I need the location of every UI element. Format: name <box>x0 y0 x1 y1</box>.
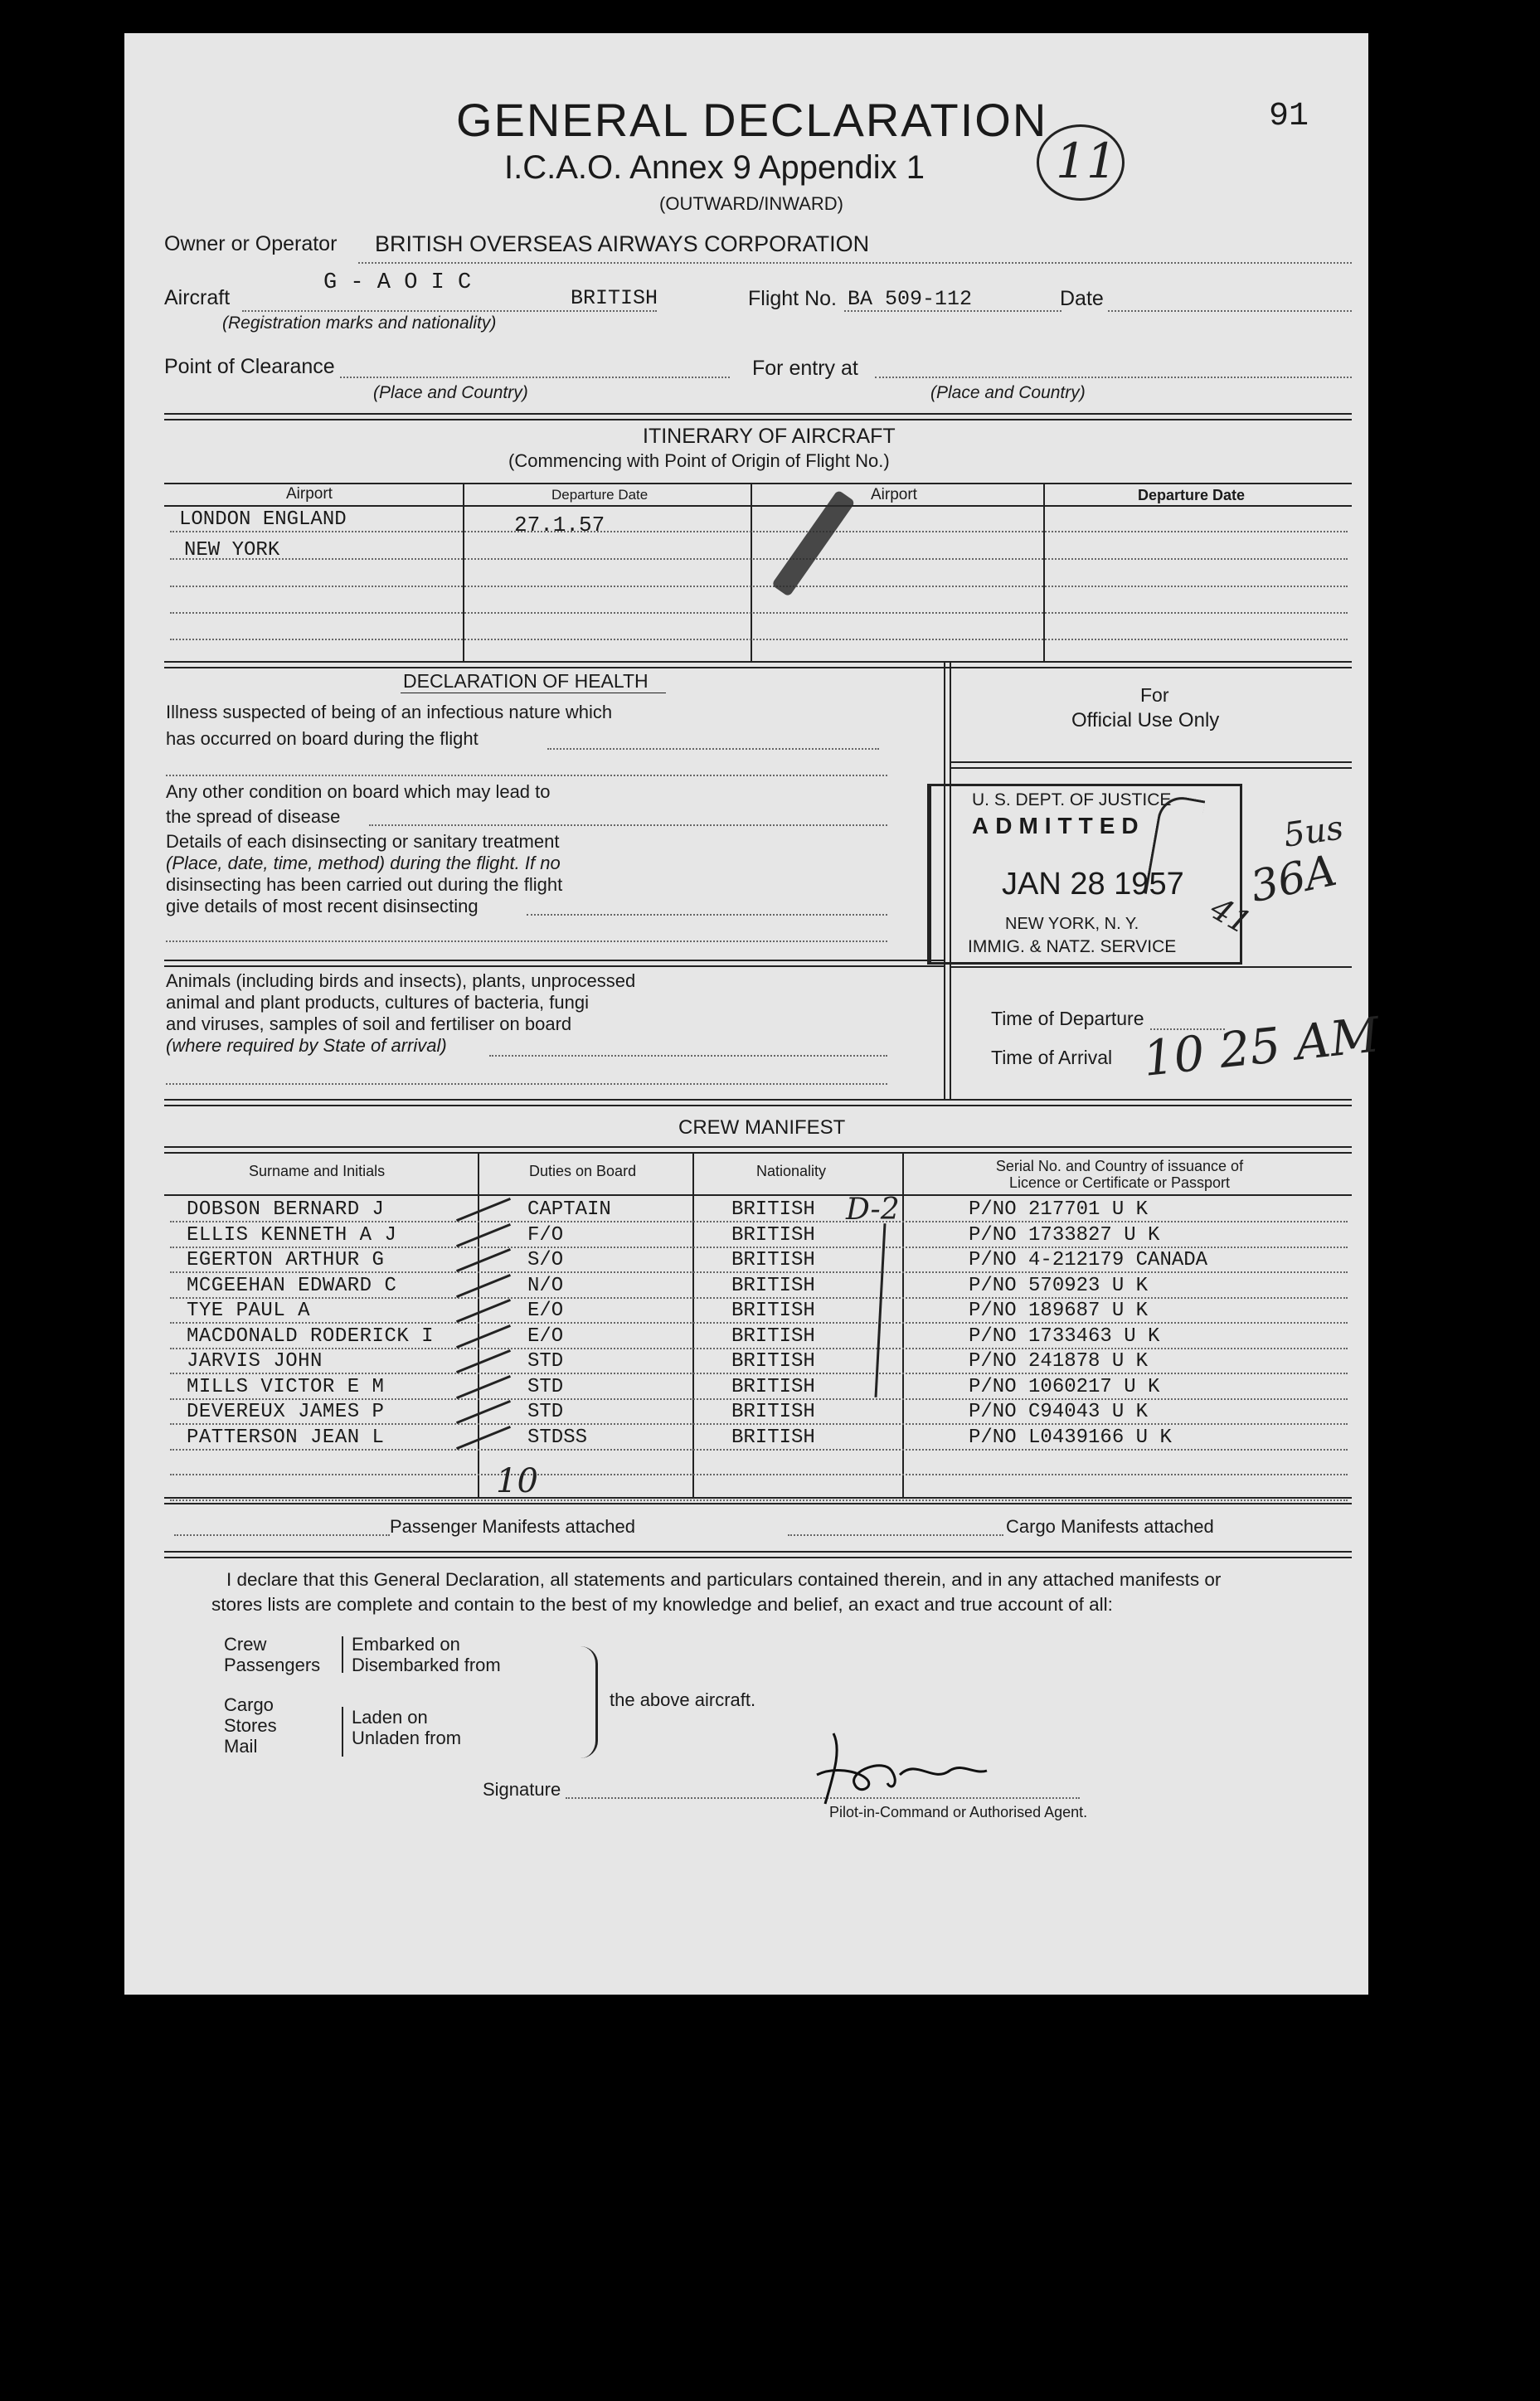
crew-duty: F/O <box>527 1223 564 1247</box>
signature-label: Signature <box>483 1779 561 1800</box>
crew-serial: P/NO 1733463 U K <box>969 1324 1160 1348</box>
crew-name: MILLS VICTOR E M <box>187 1375 385 1398</box>
crew-serial: P/NO 4-212179 CANADA <box>969 1249 1208 1271</box>
health-top-rule <box>164 661 1352 668</box>
crew-nat-note: D-2 <box>846 1193 900 1227</box>
crew-header-name: Surname and Initials <box>249 1163 386 1179</box>
itinerary-header-date-1: Departure Date <box>551 487 649 503</box>
crew-duty: STDSS <box>527 1426 588 1449</box>
crew-header-rule <box>164 1146 1352 1154</box>
manifest-bottom-rule <box>164 1551 1352 1558</box>
mail-word: Mail <box>224 1736 258 1757</box>
arrival-time: 10 25 AM <box>1140 1006 1382 1087</box>
crew-row-line <box>170 1271 1348 1273</box>
crew-row-line <box>170 1221 1348 1222</box>
cargo-manifests: Cargo Manifests attached <box>1006 1516 1214 1537</box>
date-label: Date <box>1060 287 1104 310</box>
health-q3-dots-2 <box>166 940 887 942</box>
stamp-date: JAN 28 1957 <box>1002 867 1184 902</box>
health-q2-line2: the spread of disease <box>166 806 341 827</box>
bracket-a <box>342 1636 348 1673</box>
itinerary-header-top <box>164 483 1352 484</box>
crew-nationality: BRITISH <box>731 1300 815 1322</box>
health-mid-rule <box>164 960 944 967</box>
crew-duty: S/O <box>527 1249 564 1271</box>
owner-value: BRITISH OVERSEAS AIRWAYS CORPORATION <box>375 231 870 256</box>
crew-serial: P/NO L0439166 U K <box>969 1426 1172 1449</box>
crew-nationality: BRITISH <box>731 1401 815 1423</box>
official-for: For <box>1140 684 1169 706</box>
health-title: DECLARATION OF HEALTH <box>403 670 649 692</box>
crew-row-line <box>170 1322 1348 1324</box>
form-subtitle: I.C.A.O. Annex 9 Appendix 1 <box>504 149 925 186</box>
crew-row-line <box>170 1348 1348 1349</box>
crew-name: ELLIS KENNETH A J <box>187 1223 397 1247</box>
itinerary-subtitle: (Commencing with Point of Origin of Flight No.) <box>508 450 890 471</box>
itinerary-header-airport-1: Airport <box>286 485 333 503</box>
health-q1-dots-2 <box>166 775 887 776</box>
crew-row-line <box>170 1423 1348 1425</box>
entry-note: (Place and Country) <box>930 383 1086 402</box>
cargo-dots <box>788 1534 1003 1536</box>
crew-nationality: BRITISH <box>731 1274 815 1297</box>
health-q3-line1: Details of each disinsecting or sanitary treatment <box>166 831 560 852</box>
aircraft-registration: G - A O I C <box>323 270 472 295</box>
aircraft-label: Aircraft <box>164 286 231 309</box>
crew-name: TYE PAUL A <box>187 1300 311 1322</box>
crew-serial: P/NO 189687 U K <box>969 1300 1149 1322</box>
bracket-b <box>342 1707 348 1757</box>
entry-label: For entry at <box>752 357 858 380</box>
signer-label: Pilot-in-Command or Authorised Agent. <box>829 1804 1088 1820</box>
crew-header-nationality: Nationality <box>756 1163 827 1179</box>
stamp-line2: ADMITTED <box>972 813 1145 838</box>
itinerary-date-1: 27.1.57 <box>514 513 605 537</box>
itinerary-row-line-3 <box>170 586 1348 587</box>
page-number: 91 <box>1269 98 1309 135</box>
handwritten-36a: 36A <box>1246 845 1341 913</box>
crew-nationality: BRITISH <box>731 1426 815 1449</box>
crew-header-serial: Serial No. and Country of issuance of Licence or Certificate or Passport <box>995 1158 1244 1191</box>
health-q1-line2: has occurred on board during the flight <box>166 728 479 749</box>
crew-serial: P/NO 570923 U K <box>969 1274 1149 1297</box>
crew-serial: P/NO 217701 U K <box>969 1198 1149 1221</box>
owner-line <box>358 262 1352 264</box>
aircraft-note: (Registration marks and nationality) <box>222 313 497 333</box>
health-q4-line2: animal and plant products, cultures of bacteria, fungi <box>166 992 589 1013</box>
stamp-line4: NEW YORK, N. Y. <box>1005 915 1139 933</box>
crew-row-line <box>170 1247 1348 1248</box>
health-q3-line3: disinsecting has been carried out during the flight <box>166 874 563 895</box>
itinerary-col2 <box>751 483 752 661</box>
health-q4-line1: Animals (including birds and insects), plants, unprocessed <box>166 970 636 991</box>
crew-title: CREW MANIFEST <box>678 1116 846 1139</box>
crew-row-line <box>170 1449 1348 1451</box>
clearance-line <box>340 377 730 378</box>
itinerary-row-line-2 <box>170 558 1348 560</box>
health-q4-dots <box>489 1055 887 1057</box>
crew-duty: CAPTAIN <box>527 1198 611 1221</box>
crew-col3 <box>902 1153 904 1497</box>
cargo-word: Cargo <box>224 1694 274 1715</box>
passenger-dots <box>174 1534 390 1536</box>
itinerary-airport-2: NEW YORK <box>184 539 280 561</box>
health-q2-dots <box>369 824 887 826</box>
health-q3-line4: give details of most recent disinsecting <box>166 896 479 916</box>
official-use-only: Official Use Only <box>1071 709 1220 731</box>
entry-line <box>875 377 1352 378</box>
crew-count: 10 <box>496 1462 538 1500</box>
crew-serial: P/NO 1060217 U K <box>969 1375 1160 1398</box>
crew-name: PATTERSON JEAN L <box>187 1426 385 1449</box>
crew-row-line <box>170 1398 1348 1400</box>
health-q3-dots <box>527 914 887 916</box>
aircraft-nationality: BRITISH <box>571 286 658 310</box>
date-line <box>1108 310 1352 312</box>
crew-duty: STD <box>527 1375 564 1398</box>
health-q4-dots-2 <box>166 1083 887 1085</box>
crew-nationality: BRITISH <box>731 1249 815 1271</box>
arrival-label: Time of Arrival <box>991 1047 1113 1068</box>
big-brace <box>581 1646 598 1758</box>
itinerary-header-airport-2: Airport <box>871 486 917 503</box>
itinerary-col3 <box>1043 483 1045 661</box>
crew-name: MCGEEHAN EDWARD C <box>187 1274 397 1297</box>
aircraft-line <box>242 310 657 312</box>
crew-nationality: BRITISH <box>731 1375 815 1398</box>
crew-header-duties: Duties on Board <box>529 1163 637 1179</box>
itinerary-title: ITINERARY OF AIRCRAFT <box>643 425 896 448</box>
crew-nationality: BRITISH <box>731 1223 815 1247</box>
passengers-word: Passengers <box>224 1655 321 1675</box>
flight-number: BA 509-112 <box>848 287 973 311</box>
crew-name: DOBSON BERNARD J <box>187 1198 385 1221</box>
flight-label: Flight No. <box>748 287 837 310</box>
itinerary-header-bottom <box>164 505 1352 507</box>
direction-label: (OUTWARD/INWARD) <box>659 193 843 214</box>
crew-col1 <box>478 1153 479 1497</box>
crew-nationality: BRITISH <box>731 1198 815 1221</box>
declaration-text-1: I declare that this General Declaration, all statements and particulars contained therein, and in any attached manifests or <box>226 1569 1222 1590</box>
passenger-manifests: Passenger Manifests attached <box>390 1516 635 1537</box>
crew-col2 <box>692 1153 694 1497</box>
official-arrival-rule <box>950 966 1352 968</box>
flight-line <box>844 310 1061 312</box>
circled-number-text: 11 <box>1056 133 1117 189</box>
crew-header-bottom <box>164 1194 1352 1196</box>
crew-serial: P/NO C94043 U K <box>969 1401 1149 1423</box>
health-q1-line1: Illness suspected of being of an infectious nature which <box>166 702 613 722</box>
health-q3-line2: (Place, date, time, method) during the flight. If no <box>166 853 561 873</box>
crew-nationality: BRITISH <box>731 1350 815 1373</box>
crew-name: EGERTON ARTHUR G <box>187 1249 385 1271</box>
itinerary-col1 <box>463 483 464 661</box>
crew-row-line <box>170 1297 1348 1299</box>
crew-duty: E/O <box>527 1300 564 1322</box>
owner-label: Owner or Operator <box>164 232 338 255</box>
itinerary-row-line-5 <box>170 639 1348 640</box>
crew-duty: STD <box>527 1401 564 1423</box>
unladen-word: Unladen from <box>352 1728 462 1748</box>
itinerary-top-rule <box>164 413 1352 420</box>
stamp-line1: U. S. DEPT. OF JUSTICE <box>972 790 1172 809</box>
crew-row-line <box>170 1474 1348 1475</box>
crew-row-line <box>170 1373 1348 1374</box>
health-q1-dots <box>547 748 879 750</box>
health-q2-line1: Any other condition on board which may lead to <box>166 781 551 802</box>
above-aircraft: the above aircraft. <box>610 1689 756 1710</box>
form-title: GENERAL DECLARATION <box>456 94 1048 146</box>
crew-name: MACDONALD RODERICK I <box>187 1324 435 1348</box>
signature-image <box>809 1725 1008 1808</box>
stamp-line5: IMMIG. & NATZ. SERVICE <box>968 937 1177 956</box>
handwritten-41: 41 <box>1204 889 1258 942</box>
itinerary-row-line-4 <box>170 612 1348 614</box>
official-stamp-rule <box>950 761 1352 769</box>
crew-duty: E/O <box>527 1324 564 1348</box>
health-q4-line4: (where required by State of arrival) <box>166 1035 447 1056</box>
laden-word: Laden on <box>352 1707 428 1728</box>
crew-duty: N/O <box>527 1274 564 1297</box>
itinerary-airport-1: LONDON ENGLAND <box>179 508 347 531</box>
declaration-text-2: stores lists are complete and contain to the best of my knowledge and belief, an exact and true account of all: <box>211 1594 1113 1615</box>
clearance-label: Point of Clearance <box>164 355 335 378</box>
health-q4-line3: and viruses, samples of soil and fertiliser on board <box>166 1013 572 1034</box>
handwritten-5us: 5us <box>1281 809 1346 855</box>
crew-name: DEVEREUX JAMES P <box>187 1401 385 1423</box>
crew-duty: STD <box>527 1350 564 1373</box>
itinerary-row-line-1 <box>170 531 1348 532</box>
crew-top-rule <box>164 1099 1352 1106</box>
crew-bottom-rule <box>164 1497 1352 1504</box>
stores-word: Stores <box>224 1715 277 1736</box>
disembarked-word: Disembarked from <box>352 1655 501 1675</box>
crew-name: JARVIS JOHN <box>187 1350 323 1373</box>
crew-word: Crew <box>224 1634 267 1655</box>
itinerary-header-date-2: Departure Date <box>1138 487 1246 503</box>
clearance-note: (Place and Country) <box>373 383 528 402</box>
crew-serial: P/NO 1733827 U K <box>969 1223 1160 1247</box>
crew-serial: P/NO 241878 U K <box>969 1350 1149 1373</box>
crew-nationality: BRITISH <box>731 1324 815 1348</box>
departure-label: Time of Departure <box>991 1008 1144 1029</box>
embarked-word: Embarked on <box>352 1634 460 1655</box>
